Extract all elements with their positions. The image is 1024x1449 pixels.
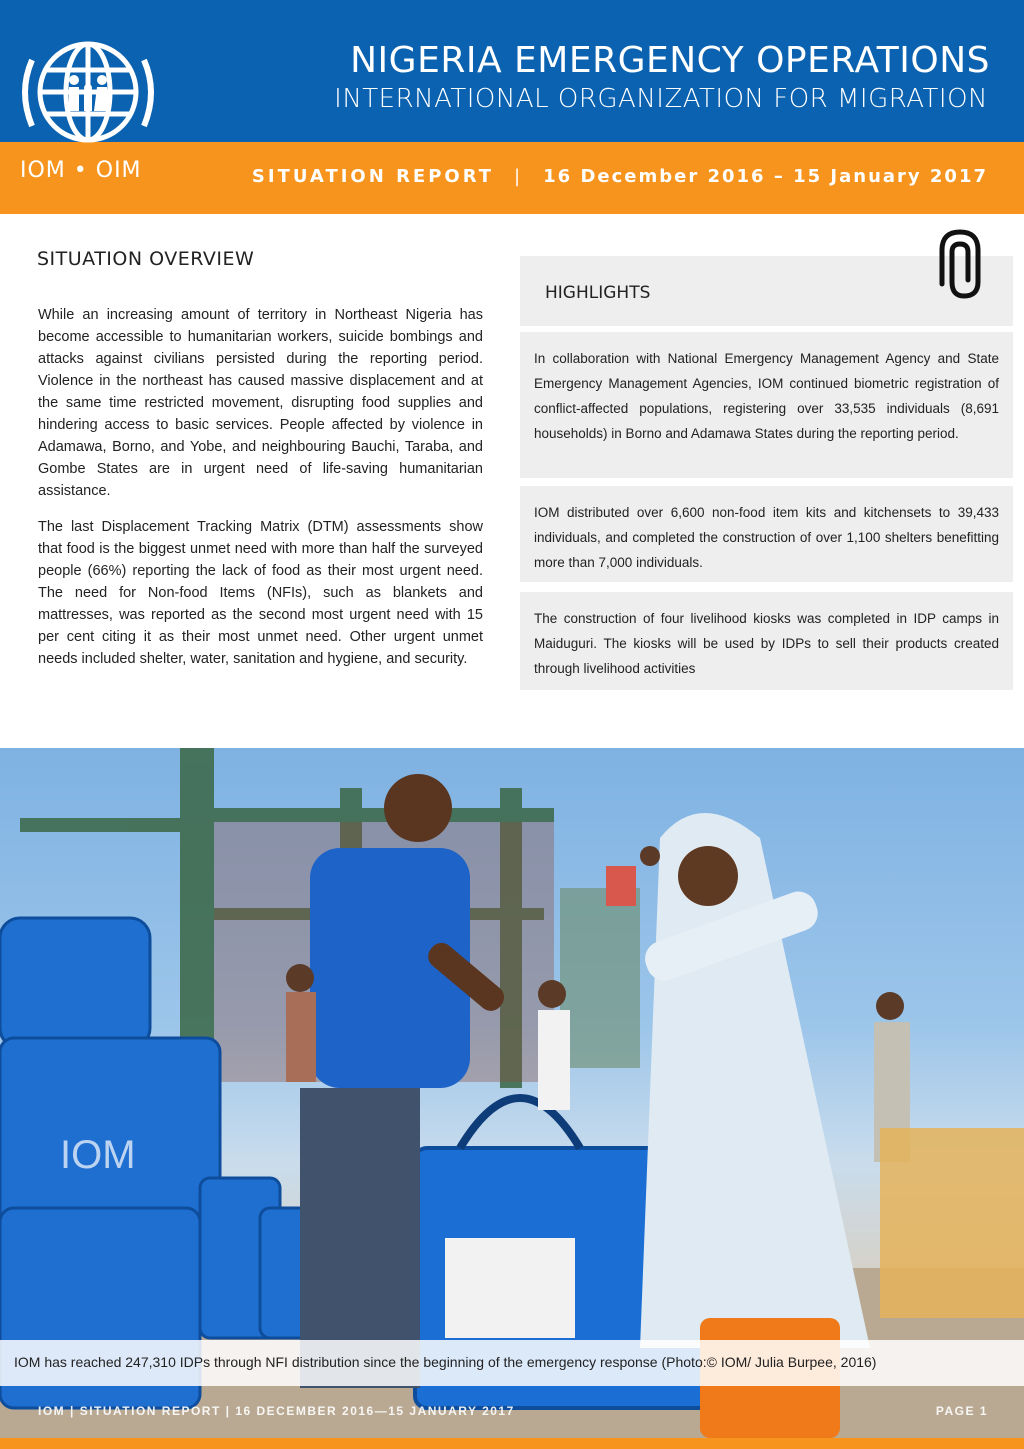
paperclip-icon bbox=[934, 226, 986, 302]
highlight-item: In collaboration with National Emergency Management Agency and State Emergency Management Agencies, IOM continued biometric registration of conflict-affected populations, registering over 33,535 individuals (8,691 households) in Borno and Adamawa States during the reporting period. bbox=[520, 332, 1013, 478]
page-title: NIGERIA EMERGENCY OPERATIONS bbox=[350, 40, 990, 81]
report-info bbox=[252, 166, 988, 187]
overview-paragraph: The last Displacement Tracking Matrix (DTM) assessments show that food is the biggest unmet need with more than half the surveyed people (66%) reporting the lack of food as their most urgent need. The need for Non-food Items (NFIs), such as blankets and mattresses, was reported as the second most urgent need with 15 per cent citing it as their most unmet need. Other urgent unmet needs included shelter, water, sanitation and hygiene, and security. bbox=[38, 519, 483, 667]
bag-label: IOM bbox=[60, 1133, 136, 1177]
report-label: SITUATION REPORT bbox=[251, 166, 495, 187]
report-separator: | bbox=[514, 166, 524, 187]
page-subtitle: INTERNATIONAL ORGANIZATION FOR MIGRATION bbox=[334, 84, 988, 114]
overview-paragraph: While an increasing amount of territory in Northeast Nigeria has become accessible to humanitarian workers, suicide bombings and attacks against civilians persisted during the reporting period. Violence in the northeast has caused massive displacement and at the same time restricted movement, disrupting food supplies and hindering access to basic services. People affected by violence in Adamawa, Borno, and Yobe, and neighbouring Bauchi, Taraba, and Gombe States are in urgent need of life-saving humanitarian assistance. bbox=[38, 307, 483, 499]
highlights-heading: HIGHLIGHTS bbox=[545, 283, 651, 303]
logo-text: IOM • OIM bbox=[20, 158, 142, 183]
highlight-item: IOM distributed over 6,600 non-food item kits and kitchensets to 39,433 individuals, and completed the construction of over 1,100 shelters benefitting more than 7,000 individuals. bbox=[520, 486, 1013, 582]
highlight-item: The construction of four livelihood kiosks was completed in IDP camps in Maiduguri. The kiosks will be used by IDPs to sell their products created through livelihood activities bbox=[520, 592, 1013, 690]
distribution-photo bbox=[0, 748, 1024, 1438]
iom-logo bbox=[14, 30, 168, 214]
report-dates: 16 December 2016 – 15 January 2017 bbox=[543, 166, 988, 187]
photo-caption: IOM has reached 247,310 IDPs through NFI distribution since the beginning of the emergency response (Photo:© IOM/ Julia Burpee, 2016) bbox=[14, 1354, 877, 1370]
photo-illustration bbox=[0, 748, 1024, 1438]
bottom-stripe bbox=[0, 1438, 1024, 1449]
overview-text bbox=[38, 304, 483, 684]
page-number: PAGE 1 bbox=[935, 1404, 988, 1418]
photo-caption-bar bbox=[0, 1340, 1024, 1386]
footer-text: IOM | SITUATION REPORT | 16 DECEMBER 2016—15 JANUARY 2017 bbox=[38, 1404, 515, 1418]
iom-emblem-icon bbox=[14, 30, 168, 160]
overview-heading: SITUATION OVERVIEW bbox=[37, 248, 255, 270]
